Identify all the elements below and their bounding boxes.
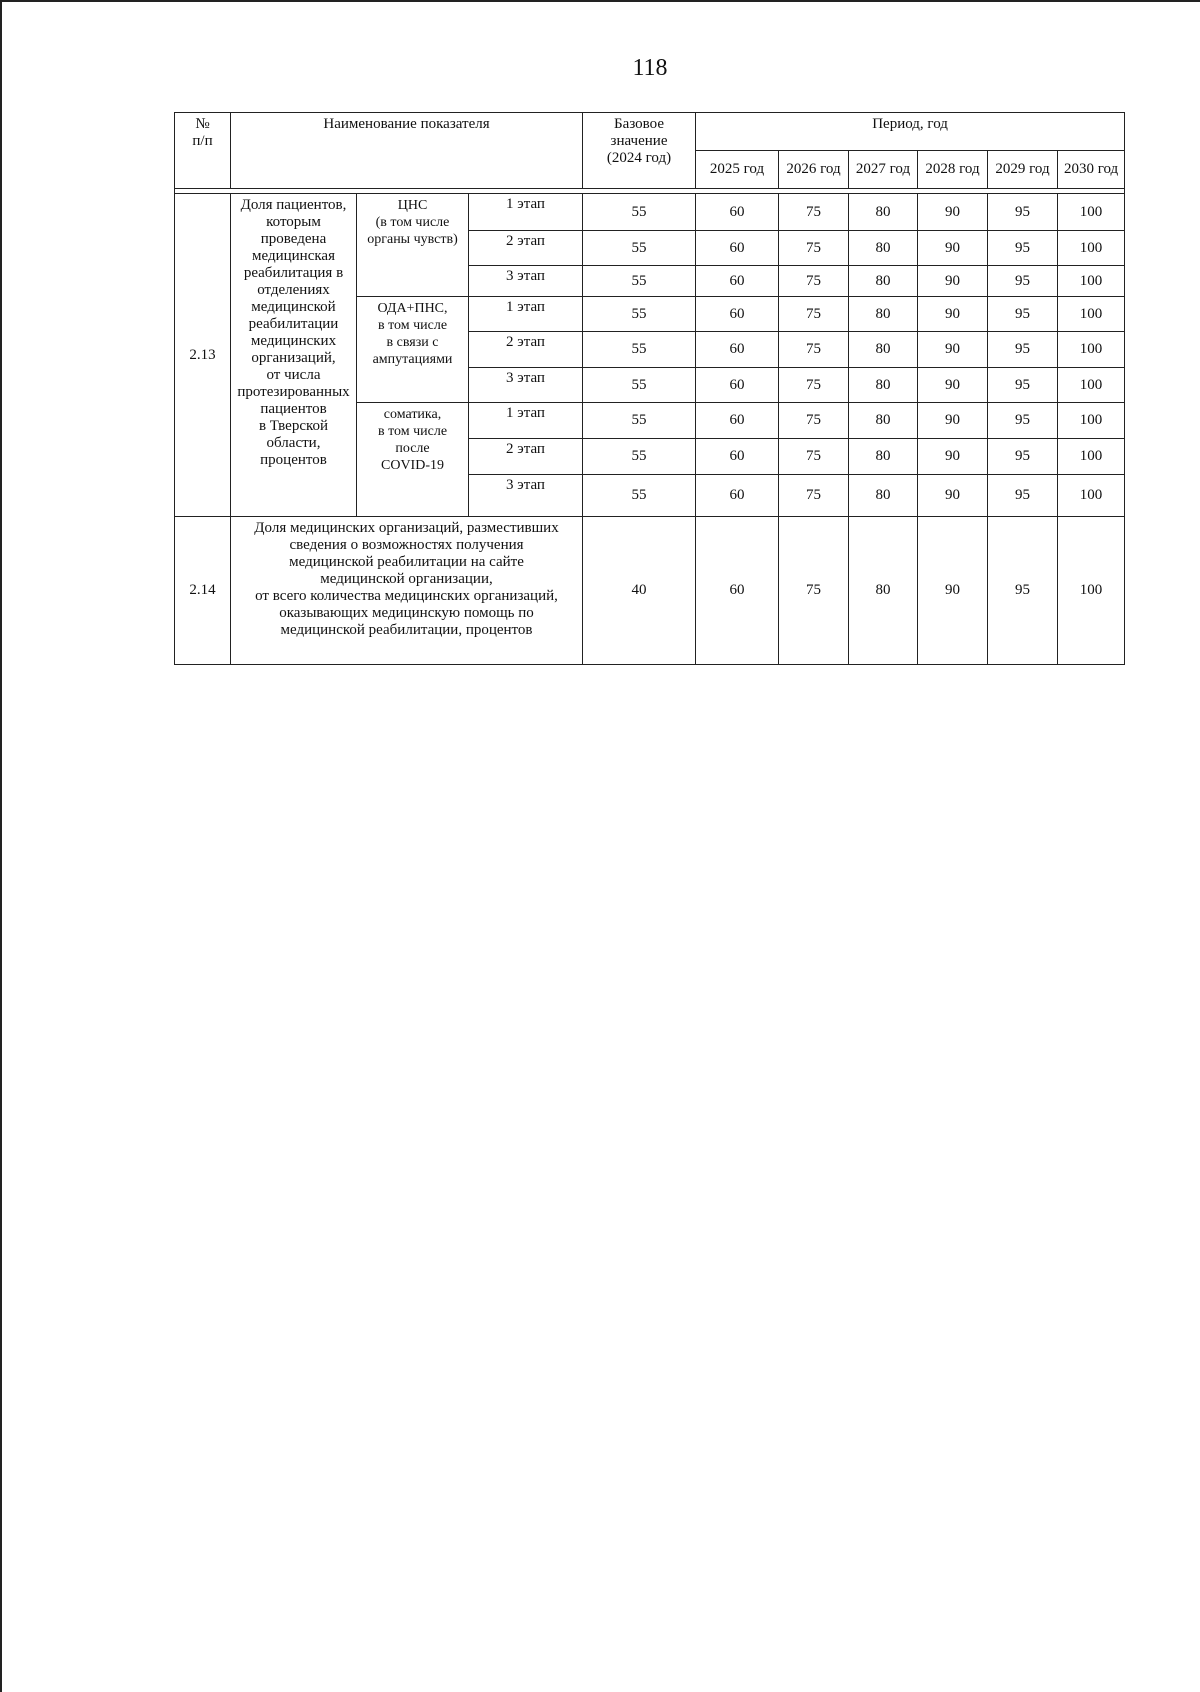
value-cell: 60 bbox=[696, 403, 779, 439]
value-cell: 75 bbox=[779, 231, 849, 266]
value-cell: 100 bbox=[1058, 517, 1125, 665]
value-cell: 90 bbox=[918, 266, 988, 297]
value-cell: 80 bbox=[849, 517, 918, 665]
stage-label: 2 этап bbox=[469, 332, 583, 368]
value-cell: 90 bbox=[918, 368, 988, 403]
value-cell: 55 bbox=[583, 439, 696, 475]
value-cell: 95 bbox=[988, 368, 1058, 403]
value-cell: 75 bbox=[779, 403, 849, 439]
value-cell: 60 bbox=[696, 332, 779, 368]
value-cell: 80 bbox=[849, 266, 918, 297]
value-cell: 40 bbox=[583, 517, 696, 665]
stage-label: 2 этап bbox=[469, 231, 583, 266]
value-cell: 55 bbox=[583, 194, 696, 231]
stage-label: 3 этап bbox=[469, 475, 583, 517]
value-cell: 60 bbox=[696, 368, 779, 403]
value-cell: 100 bbox=[1058, 403, 1125, 439]
table-row bbox=[175, 194, 1125, 231]
indicators-table bbox=[174, 112, 1125, 665]
value-cell: 100 bbox=[1058, 439, 1125, 475]
stage-label: 2 этап bbox=[469, 439, 583, 475]
group-label-text: ОДА+ПНС, в том числе в связи с ампутациями bbox=[372, 301, 453, 367]
value-cell: 60 bbox=[696, 231, 779, 266]
value-cell: 100 bbox=[1058, 297, 1125, 332]
value-cell: 55 bbox=[583, 332, 696, 368]
stage-label: 3 этап bbox=[469, 266, 583, 297]
value-cell: 80 bbox=[849, 297, 918, 332]
value-cell: 75 bbox=[779, 194, 849, 231]
header-base-text: Базовое значение (2024 год) bbox=[606, 116, 672, 166]
value-cell: 90 bbox=[918, 297, 988, 332]
value-cell: 95 bbox=[988, 475, 1058, 517]
value-cell: 55 bbox=[583, 231, 696, 266]
value-cell: 75 bbox=[779, 475, 849, 517]
value-cell: 90 bbox=[918, 475, 988, 517]
value-cell: 55 bbox=[583, 368, 696, 403]
value-cell: 55 bbox=[583, 266, 696, 297]
indicator-name-text: Доля медицинских организаций, разместивших сведения о возможностях получения медицинской реабилитации на сайте медицинской организации, от всего количества медицинских организаций, оказывающих медицинскую помощь по медицинской реабилитации, процентов bbox=[254, 520, 559, 638]
stage-label: 1 этап bbox=[469, 297, 583, 332]
header-period: Период, год bbox=[696, 113, 1125, 151]
row-num: 2.14 bbox=[175, 517, 231, 665]
value-cell: 75 bbox=[779, 439, 849, 475]
value-cell: 75 bbox=[779, 266, 849, 297]
value-cell: 80 bbox=[849, 231, 918, 266]
value-cell: 95 bbox=[988, 439, 1058, 475]
value-cell: 60 bbox=[696, 439, 779, 475]
header-base bbox=[583, 113, 696, 189]
indicator-name-text: Доля пациентов, которым проведена медицинская реабилитация в отделениях медицинской реабилитации медицинских организаций, от числа протезированных пациентов в Тверской области, процентов bbox=[237, 197, 350, 468]
value-cell: 100 bbox=[1058, 475, 1125, 517]
value-cell: 55 bbox=[583, 475, 696, 517]
table-row bbox=[175, 517, 1125, 665]
value-cell: 75 bbox=[779, 368, 849, 403]
value-cell: 80 bbox=[849, 368, 918, 403]
value-cell: 60 bbox=[696, 194, 779, 231]
value-cell: 90 bbox=[918, 231, 988, 266]
page-number: 118 bbox=[632, 55, 668, 81]
stage-label: 1 этап bbox=[469, 194, 583, 231]
header-num-text: № п/п bbox=[192, 116, 213, 149]
scan-border bbox=[0, 0, 1200, 2]
group-label bbox=[357, 297, 469, 403]
value-cell: 95 bbox=[988, 231, 1058, 266]
header-year: 2030 год bbox=[1058, 151, 1125, 189]
scan-border bbox=[0, 0, 2, 1692]
group-label-text: соматика, в том числе после COVID-19 bbox=[377, 407, 448, 473]
indicator-name bbox=[231, 517, 583, 665]
value-cell: 100 bbox=[1058, 194, 1125, 231]
value-cell: 60 bbox=[696, 517, 779, 665]
indicator-name bbox=[231, 194, 357, 517]
value-cell: 75 bbox=[779, 297, 849, 332]
value-cell: 60 bbox=[696, 266, 779, 297]
value-cell: 55 bbox=[583, 403, 696, 439]
value-cell: 95 bbox=[988, 266, 1058, 297]
value-cell: 60 bbox=[696, 475, 779, 517]
header-num bbox=[175, 113, 231, 189]
stage-label: 3 этап bbox=[469, 368, 583, 403]
stage-label: 1 этап bbox=[469, 403, 583, 439]
header-year: 2026 год bbox=[779, 151, 849, 189]
header-year: 2025 год bbox=[696, 151, 779, 189]
value-cell: 90 bbox=[918, 517, 988, 665]
value-cell: 100 bbox=[1058, 368, 1125, 403]
value-cell: 95 bbox=[988, 517, 1058, 665]
value-cell: 90 bbox=[918, 194, 988, 231]
value-cell: 75 bbox=[779, 517, 849, 665]
value-cell: 75 bbox=[779, 332, 849, 368]
value-cell: 90 bbox=[918, 403, 988, 439]
header-year: 2027 год bbox=[849, 151, 918, 189]
value-cell: 80 bbox=[849, 332, 918, 368]
group-label-text: ЦНС (в том числе органы чувств) bbox=[367, 198, 458, 247]
value-cell: 90 bbox=[918, 439, 988, 475]
value-cell: 80 bbox=[849, 439, 918, 475]
value-cell: 100 bbox=[1058, 266, 1125, 297]
value-cell: 95 bbox=[988, 403, 1058, 439]
value-cell: 80 bbox=[849, 475, 918, 517]
value-cell: 100 bbox=[1058, 231, 1125, 266]
header-year: 2029 год bbox=[988, 151, 1058, 189]
value-cell: 80 bbox=[849, 194, 918, 231]
value-cell: 95 bbox=[988, 194, 1058, 231]
value-cell: 95 bbox=[988, 332, 1058, 368]
row-num: 2.13 bbox=[175, 194, 231, 517]
value-cell: 90 bbox=[918, 332, 988, 368]
value-cell: 80 bbox=[849, 403, 918, 439]
group-label bbox=[357, 403, 469, 517]
value-cell: 55 bbox=[583, 297, 696, 332]
header-name: Наименование показателя bbox=[231, 113, 583, 189]
value-cell: 100 bbox=[1058, 332, 1125, 368]
header-year: 2028 год bbox=[918, 151, 988, 189]
group-label bbox=[357, 194, 469, 297]
value-cell: 95 bbox=[988, 297, 1058, 332]
value-cell: 60 bbox=[696, 297, 779, 332]
